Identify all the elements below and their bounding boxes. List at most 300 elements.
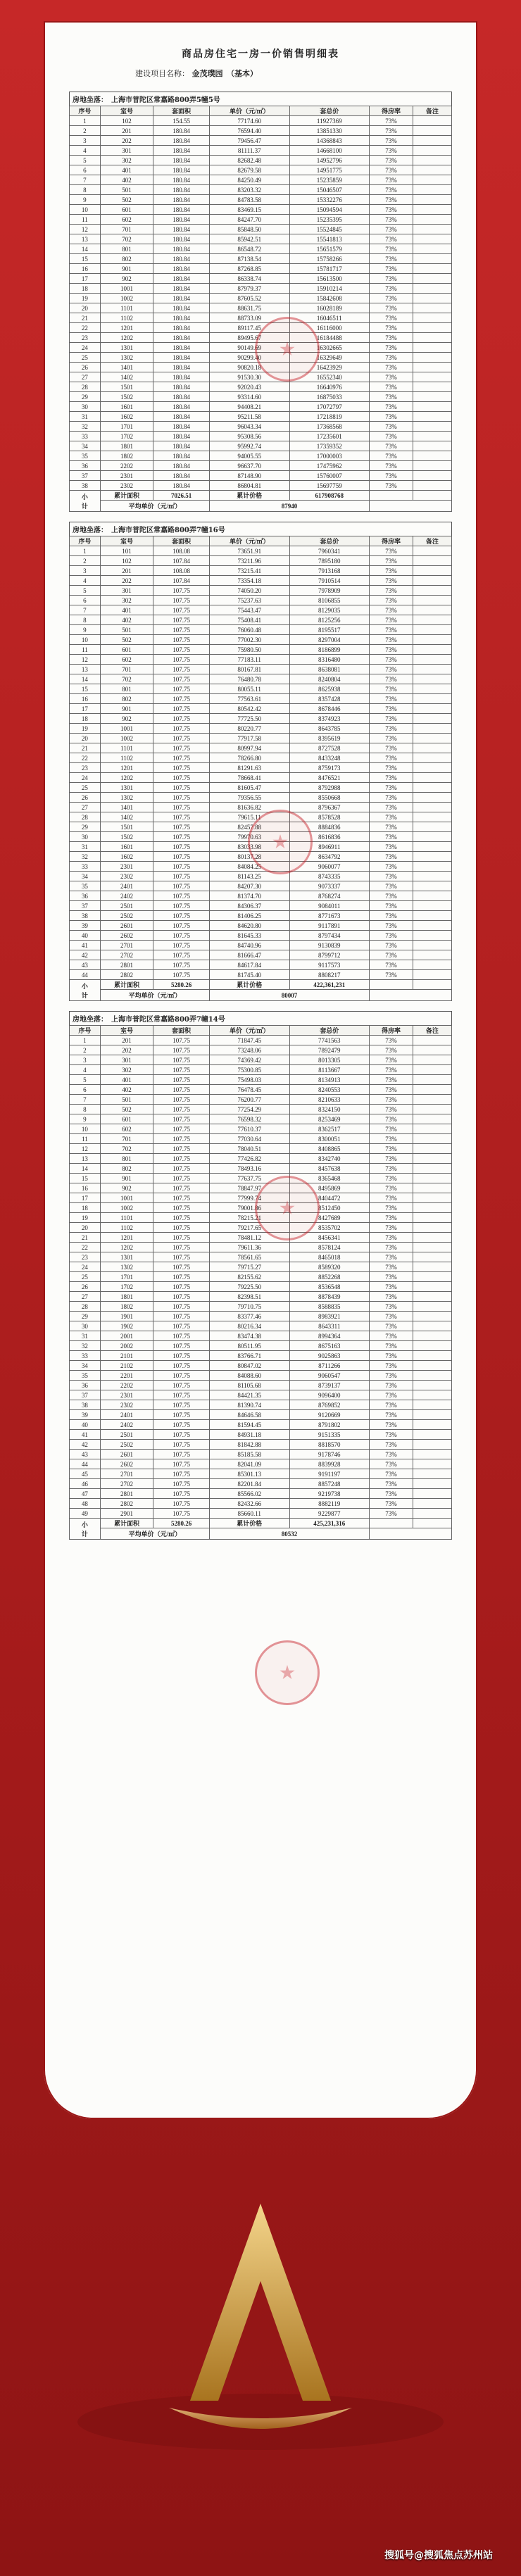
table-cell: 96043.34 (209, 422, 289, 432)
table-cell: 73% (370, 881, 413, 891)
table-cell: 107.75 (153, 941, 210, 950)
table-cell (413, 175, 451, 185)
table-cell: 180.84 (153, 126, 210, 136)
table-cell: 1501 (100, 822, 153, 832)
table-cell: 39 (70, 921, 101, 931)
table-cell: 107.75 (153, 1252, 210, 1262)
table-cell: 108.08 (153, 546, 210, 556)
table-cell: 17235601 (289, 432, 370, 441)
table-row (70, 1371, 452, 1381)
table-cell: 180.84 (153, 402, 210, 412)
table-cell: 73% (370, 753, 413, 763)
table-cell (413, 382, 451, 392)
table-cell: 71847.45 (209, 1036, 289, 1045)
column-header: 室号 (100, 1026, 153, 1036)
table-cell: 180.84 (153, 205, 210, 215)
table-cell (413, 891, 451, 901)
table-cell: 1101 (100, 1213, 153, 1223)
table-cell: 90299.40 (209, 353, 289, 363)
table-cell (413, 1282, 451, 1292)
table-cell: 107.75 (153, 1440, 210, 1450)
table-cell: 9117891 (289, 921, 370, 931)
table-cell: 102 (100, 556, 153, 566)
table-cell: 180.84 (153, 412, 210, 422)
table-cell (413, 274, 451, 284)
table-cell: 107.75 (153, 596, 210, 605)
table-cell: 73% (370, 392, 413, 402)
table-cell: 75980.50 (209, 645, 289, 655)
table-cell: 8 (70, 185, 101, 195)
table-cell: 802 (100, 694, 153, 704)
table-cell: 73% (370, 461, 413, 471)
table-cell: 83474.38 (209, 1331, 289, 1341)
table-cell: 36 (70, 461, 101, 471)
table-cell: 1402 (100, 812, 153, 822)
table-cell: 8535702 (289, 1223, 370, 1233)
table-cell: 601 (100, 645, 153, 655)
table-cell (413, 1095, 451, 1105)
table-cell: 73248.06 (209, 1045, 289, 1055)
table-cell: 73% (370, 832, 413, 842)
property-address: 房地坐落： 上海市普陀区常嘉路800弄7幢16号 (69, 522, 452, 536)
table-cell: 6 (70, 1085, 101, 1095)
table-cell: 16 (70, 1183, 101, 1193)
table-cell: 87979.37 (209, 284, 289, 294)
table-cell (413, 225, 451, 234)
table-cell: 73% (370, 1371, 413, 1381)
table-cell: 20 (70, 734, 101, 743)
total-area-value: 5280.26 (153, 1519, 210, 1528)
table-cell (413, 1055, 451, 1065)
table-cell: 73% (370, 665, 413, 674)
table-cell: 94408.21 (209, 402, 289, 412)
document-title: 商品房住宅一房一价销售明细表 (182, 49, 339, 60)
table-cell: 73% (370, 234, 413, 244)
table-row (70, 773, 452, 783)
table-cell (413, 556, 451, 566)
table-cell: 801 (100, 684, 153, 694)
table-cell: 23 (70, 333, 101, 343)
table-cell (413, 1371, 451, 1381)
table-row (70, 1243, 452, 1252)
table-cell: 73% (370, 1085, 413, 1095)
table-row (70, 1144, 452, 1154)
table-cell: 76598.32 (209, 1114, 289, 1124)
table-cell (413, 1469, 451, 1479)
table-cell: 8374923 (289, 714, 370, 724)
table-cell: 8408865 (289, 1144, 370, 1154)
table-cell: 15235859 (289, 175, 370, 185)
table-cell (413, 165, 451, 175)
table-row (70, 1361, 452, 1371)
table-cell: 1502 (100, 392, 153, 402)
table-cell: 8839928 (289, 1459, 370, 1469)
table-cell: 202 (100, 1045, 153, 1055)
table-cell: 180.84 (153, 451, 210, 461)
table-cell: 95211.58 (209, 412, 289, 422)
table-cell: 73% (370, 1430, 413, 1440)
table-cell: 73% (370, 264, 413, 274)
table-row (70, 960, 452, 970)
table-cell (413, 1114, 451, 1124)
table-cell (413, 872, 451, 881)
table-cell (413, 566, 451, 576)
table-cell: 73% (370, 1233, 413, 1243)
table-cell: 82041.09 (209, 1459, 289, 1469)
table-cell: 81594.45 (209, 1420, 289, 1430)
table-cell: 301 (100, 586, 153, 596)
table-cell: 1201 (100, 763, 153, 773)
table-cell: 15613500 (289, 274, 370, 284)
table-cell: 9229877 (289, 1509, 370, 1519)
table-row (70, 471, 452, 481)
table-cell: 8404472 (289, 1193, 370, 1203)
column-header: 得房率 (370, 536, 413, 546)
table-cell: 73% (370, 1410, 413, 1420)
table-cell: 802 (100, 254, 153, 264)
table-row (70, 1381, 452, 1390)
table-row (70, 714, 452, 724)
gold-logo-decoration (0, 2119, 521, 2576)
table-cell: 107.75 (153, 773, 210, 783)
table-row (70, 412, 452, 422)
table-cell: 2901 (100, 1509, 153, 1519)
table-cell (413, 1440, 451, 1450)
table-cell: 75498.03 (209, 1075, 289, 1085)
table-cell: 7741563 (289, 1036, 370, 1045)
table-cell: 79001.86 (209, 1203, 289, 1213)
total-area-label: 累计面积 (100, 980, 153, 990)
table-cell: 9178746 (289, 1450, 370, 1459)
table-cell: 1202 (100, 1243, 153, 1252)
table-cell: 7895180 (289, 556, 370, 566)
table-row (70, 793, 452, 803)
table-cell: 81842.88 (209, 1440, 289, 1450)
table-cell: 107.75 (153, 1321, 210, 1331)
table-cell (413, 941, 451, 950)
table-cell: 82155.62 (209, 1272, 289, 1282)
table-cell: 76480.78 (209, 674, 289, 684)
table-cell: 8550668 (289, 793, 370, 803)
table-cell: 1801 (100, 1292, 153, 1302)
column-header: 室号 (100, 536, 153, 546)
table-cell: 7960341 (289, 546, 370, 556)
table-row (70, 1292, 452, 1302)
table-cell: 107.75 (153, 783, 210, 793)
table-row (70, 1312, 452, 1321)
table-cell: 107.75 (153, 891, 210, 901)
table-cell: 87148.90 (209, 471, 289, 481)
table-cell: 501 (100, 185, 153, 195)
table-cell: 22 (70, 323, 101, 333)
table-cell: 7 (70, 605, 101, 615)
total-price-value: 425,231,316 (289, 1519, 370, 1528)
table-cell: 27 (70, 372, 101, 382)
table-cell: 107.75 (153, 734, 210, 743)
table-cell: 14951775 (289, 165, 370, 175)
table-cell: 77030.64 (209, 1134, 289, 1144)
table-row (70, 921, 452, 931)
table-cell: 45 (70, 1469, 101, 1479)
table-cell: 1401 (100, 803, 153, 812)
table-cell: 8799712 (289, 950, 370, 960)
table-cell: 24 (70, 1262, 101, 1272)
table-cell: 180.84 (153, 303, 210, 313)
table-cell: 1201 (100, 1233, 153, 1243)
table-cell: 75443.47 (209, 605, 289, 615)
table-cell: 73% (370, 694, 413, 704)
table-cell: 8818570 (289, 1440, 370, 1450)
total-price-label: 累计价格 (209, 980, 289, 990)
table-cell: 29 (70, 392, 101, 402)
table-cell: 1702 (100, 1282, 153, 1292)
table-cell: 25 (70, 353, 101, 363)
table-row (70, 674, 452, 684)
table-cell: 1801 (100, 441, 153, 451)
table-cell: 78668.41 (209, 773, 289, 783)
table-cell: 8589320 (289, 1262, 370, 1272)
table-cell: 107.75 (153, 1114, 210, 1124)
table-cell (413, 234, 451, 244)
table-cell: 8771673 (289, 911, 370, 921)
table-cell: 180.84 (153, 372, 210, 382)
table-cell: 35 (70, 451, 101, 461)
table-cell: 73% (370, 970, 413, 980)
table-cell: 73% (370, 1282, 413, 1292)
table-cell: 201 (100, 126, 153, 136)
table-cell: 16046511 (289, 313, 370, 323)
table-cell (413, 714, 451, 724)
table-cell: 8195517 (289, 625, 370, 635)
table-cell: 16875033 (289, 392, 370, 402)
table-cell (413, 313, 451, 323)
price-table (69, 1025, 452, 1540)
table-cell: 1502 (100, 832, 153, 842)
table-cell: 84646.58 (209, 1410, 289, 1420)
table-cell: 73% (370, 432, 413, 441)
table-row (70, 694, 452, 704)
table-cell: 107.75 (153, 1233, 210, 1243)
table-cell: 1002 (100, 734, 153, 743)
table-cell: 107.75 (153, 1164, 210, 1174)
table-cell (413, 1361, 451, 1371)
table-row (70, 146, 452, 156)
table-cell (413, 363, 451, 372)
table-cell: 30 (70, 402, 101, 412)
column-header: 序号 (70, 106, 101, 116)
table-cell: 1301 (100, 1252, 153, 1262)
table-row (70, 546, 452, 556)
table-cell: 14952796 (289, 156, 370, 165)
table-cell: 107.75 (153, 1341, 210, 1351)
table-cell: 107.84 (153, 556, 210, 566)
table-cell: 73% (370, 244, 413, 254)
subtotal-label: 小 计 (70, 980, 101, 1001)
table-cell: 17 (70, 704, 101, 714)
table-cell: 1601 (100, 402, 153, 412)
table-cell: 1302 (100, 1262, 153, 1272)
table-cell: 73% (370, 343, 413, 353)
table-cell: 25 (70, 1272, 101, 1282)
column-header: 单价（元/㎡） (209, 106, 289, 116)
table-cell: 73% (370, 852, 413, 862)
table-cell: 21 (70, 1233, 101, 1243)
table-cell: 17359352 (289, 441, 370, 451)
table-cell: 73% (370, 793, 413, 803)
table-cell: 2602 (100, 931, 153, 941)
table-cell: 73% (370, 615, 413, 625)
table-cell: 85301.13 (209, 1469, 289, 1479)
table-row (70, 382, 452, 392)
table-cell (413, 284, 451, 294)
table-cell: 180.84 (153, 471, 210, 481)
table-cell (413, 674, 451, 684)
table-cell: 73% (370, 1036, 413, 1045)
table-cell (413, 432, 451, 441)
total-price-label: 累计价格 (209, 1519, 289, 1528)
table-cell: 107.75 (153, 1174, 210, 1183)
project-label: 建设项目名称： (135, 69, 189, 78)
table-cell: 73% (370, 1292, 413, 1302)
total-area-label: 累计面积 (100, 491, 153, 501)
table-cell: 73% (370, 1095, 413, 1105)
red-seal-stamp (255, 317, 320, 382)
table-cell (413, 1233, 451, 1243)
table-cell: 180.84 (153, 323, 210, 333)
table-row (70, 1075, 452, 1085)
table-cell: 180.84 (153, 363, 210, 372)
table-cell: 17 (70, 274, 101, 284)
table-cell: 107.75 (153, 586, 210, 596)
table-cell (413, 704, 451, 714)
total-area-value: 5280.26 (153, 980, 210, 990)
table-row (70, 234, 452, 244)
table-cell: 73% (370, 1479, 413, 1489)
average-row (70, 990, 452, 1001)
table-cell: 40 (70, 931, 101, 941)
table-row (70, 1174, 452, 1183)
total-area-value: 7026.51 (153, 491, 210, 501)
table-cell: 88631.75 (209, 303, 289, 313)
table-row (70, 116, 452, 126)
table-cell: 23 (70, 1252, 101, 1262)
table-cell: 78481.12 (209, 1233, 289, 1243)
table-cell: 8578124 (289, 1243, 370, 1252)
table-cell (413, 441, 451, 451)
table-cell: 107.75 (153, 625, 210, 635)
table-cell: 8852268 (289, 1272, 370, 1282)
table-cell: 8727528 (289, 743, 370, 753)
table-cell: 1001 (100, 1193, 153, 1203)
table-cell: 43 (70, 960, 101, 970)
table-row (70, 931, 452, 941)
table-cell (413, 812, 451, 822)
table-cell: 73% (370, 274, 413, 284)
red-seal-stamp (248, 810, 313, 874)
column-header: 套面积 (153, 106, 210, 116)
table-cell: 180.84 (153, 156, 210, 165)
table-cell: 107.75 (153, 1400, 210, 1410)
table-row (70, 1479, 452, 1489)
table-cell: 9 (70, 1114, 101, 1124)
avg-price-label: 平均单价（元/㎡） (100, 501, 209, 512)
table-cell: 8625938 (289, 684, 370, 694)
table-cell: 7892479 (289, 1045, 370, 1055)
table-cell: 107.75 (153, 704, 210, 714)
table-cell (413, 264, 451, 274)
table-cell: 902 (100, 1183, 153, 1193)
table-cell: 602 (100, 1124, 153, 1134)
table-cell: 77426.82 (209, 1154, 289, 1164)
table-cell: 9096400 (289, 1390, 370, 1400)
table-cell: 180.84 (153, 185, 210, 195)
avg-price-value: 80007 (209, 990, 369, 1001)
table-cell: 12 (70, 225, 101, 234)
table-cell: 9151335 (289, 1430, 370, 1440)
table-cell: 16423929 (289, 363, 370, 372)
table-cell: 180.84 (153, 175, 210, 185)
table-row (70, 274, 452, 284)
table-cell: 80511.95 (209, 1341, 289, 1351)
table-cell: 73% (370, 353, 413, 363)
table-cell: 180.84 (153, 146, 210, 156)
table-cell: 1102 (100, 753, 153, 763)
table-cell: 84421.35 (209, 1390, 289, 1400)
table-cell: 901 (100, 264, 153, 274)
table-cell: 73% (370, 960, 413, 970)
table-cell: 80137.28 (209, 852, 289, 862)
table-cell: 83469.15 (209, 205, 289, 215)
table-cell: 15760007 (289, 471, 370, 481)
table-cell: 1 (70, 116, 101, 126)
property-address: 房地坐落： 上海市普陀区常嘉路800弄7幢14号 (69, 1011, 452, 1025)
table-cell (413, 734, 451, 743)
table-cell: 8759173 (289, 763, 370, 773)
table-cell: 73% (370, 1351, 413, 1361)
table-row (70, 1430, 452, 1440)
table-cell: 8994364 (289, 1331, 370, 1341)
table-cell: 73% (370, 901, 413, 911)
table-row (70, 1124, 452, 1134)
table-row (70, 432, 452, 441)
table-cell: 501 (100, 625, 153, 635)
table-cell: 2202 (100, 1381, 153, 1390)
table-cell: 8578528 (289, 812, 370, 822)
table-cell: 2601 (100, 1450, 153, 1459)
table-cell: 8433248 (289, 753, 370, 763)
table-cell: 4 (70, 1065, 101, 1075)
table-cell: 201 (100, 566, 153, 576)
table-cell: 8792988 (289, 783, 370, 793)
table-cell: 49 (70, 1509, 101, 1519)
table-cell: 107.75 (153, 911, 210, 921)
table-row (70, 783, 452, 793)
table-cell: 73% (370, 1055, 413, 1065)
table-cell (413, 323, 451, 333)
table-cell: 79715.27 (209, 1262, 289, 1272)
table-cell: 602 (100, 655, 153, 665)
table-cell: 32 (70, 852, 101, 862)
table-cell: 107.84 (153, 576, 210, 586)
table-cell: 78215.21 (209, 1213, 289, 1223)
table-cell: 180.84 (153, 294, 210, 303)
table-cell: 180.84 (153, 382, 210, 392)
subtotal-label: 小 计 (70, 1519, 101, 1540)
table-cell: 402 (100, 615, 153, 625)
table-cell: 401 (100, 165, 153, 175)
table-cell: 77183.11 (209, 655, 289, 665)
table-cell: 84306.37 (209, 901, 289, 911)
